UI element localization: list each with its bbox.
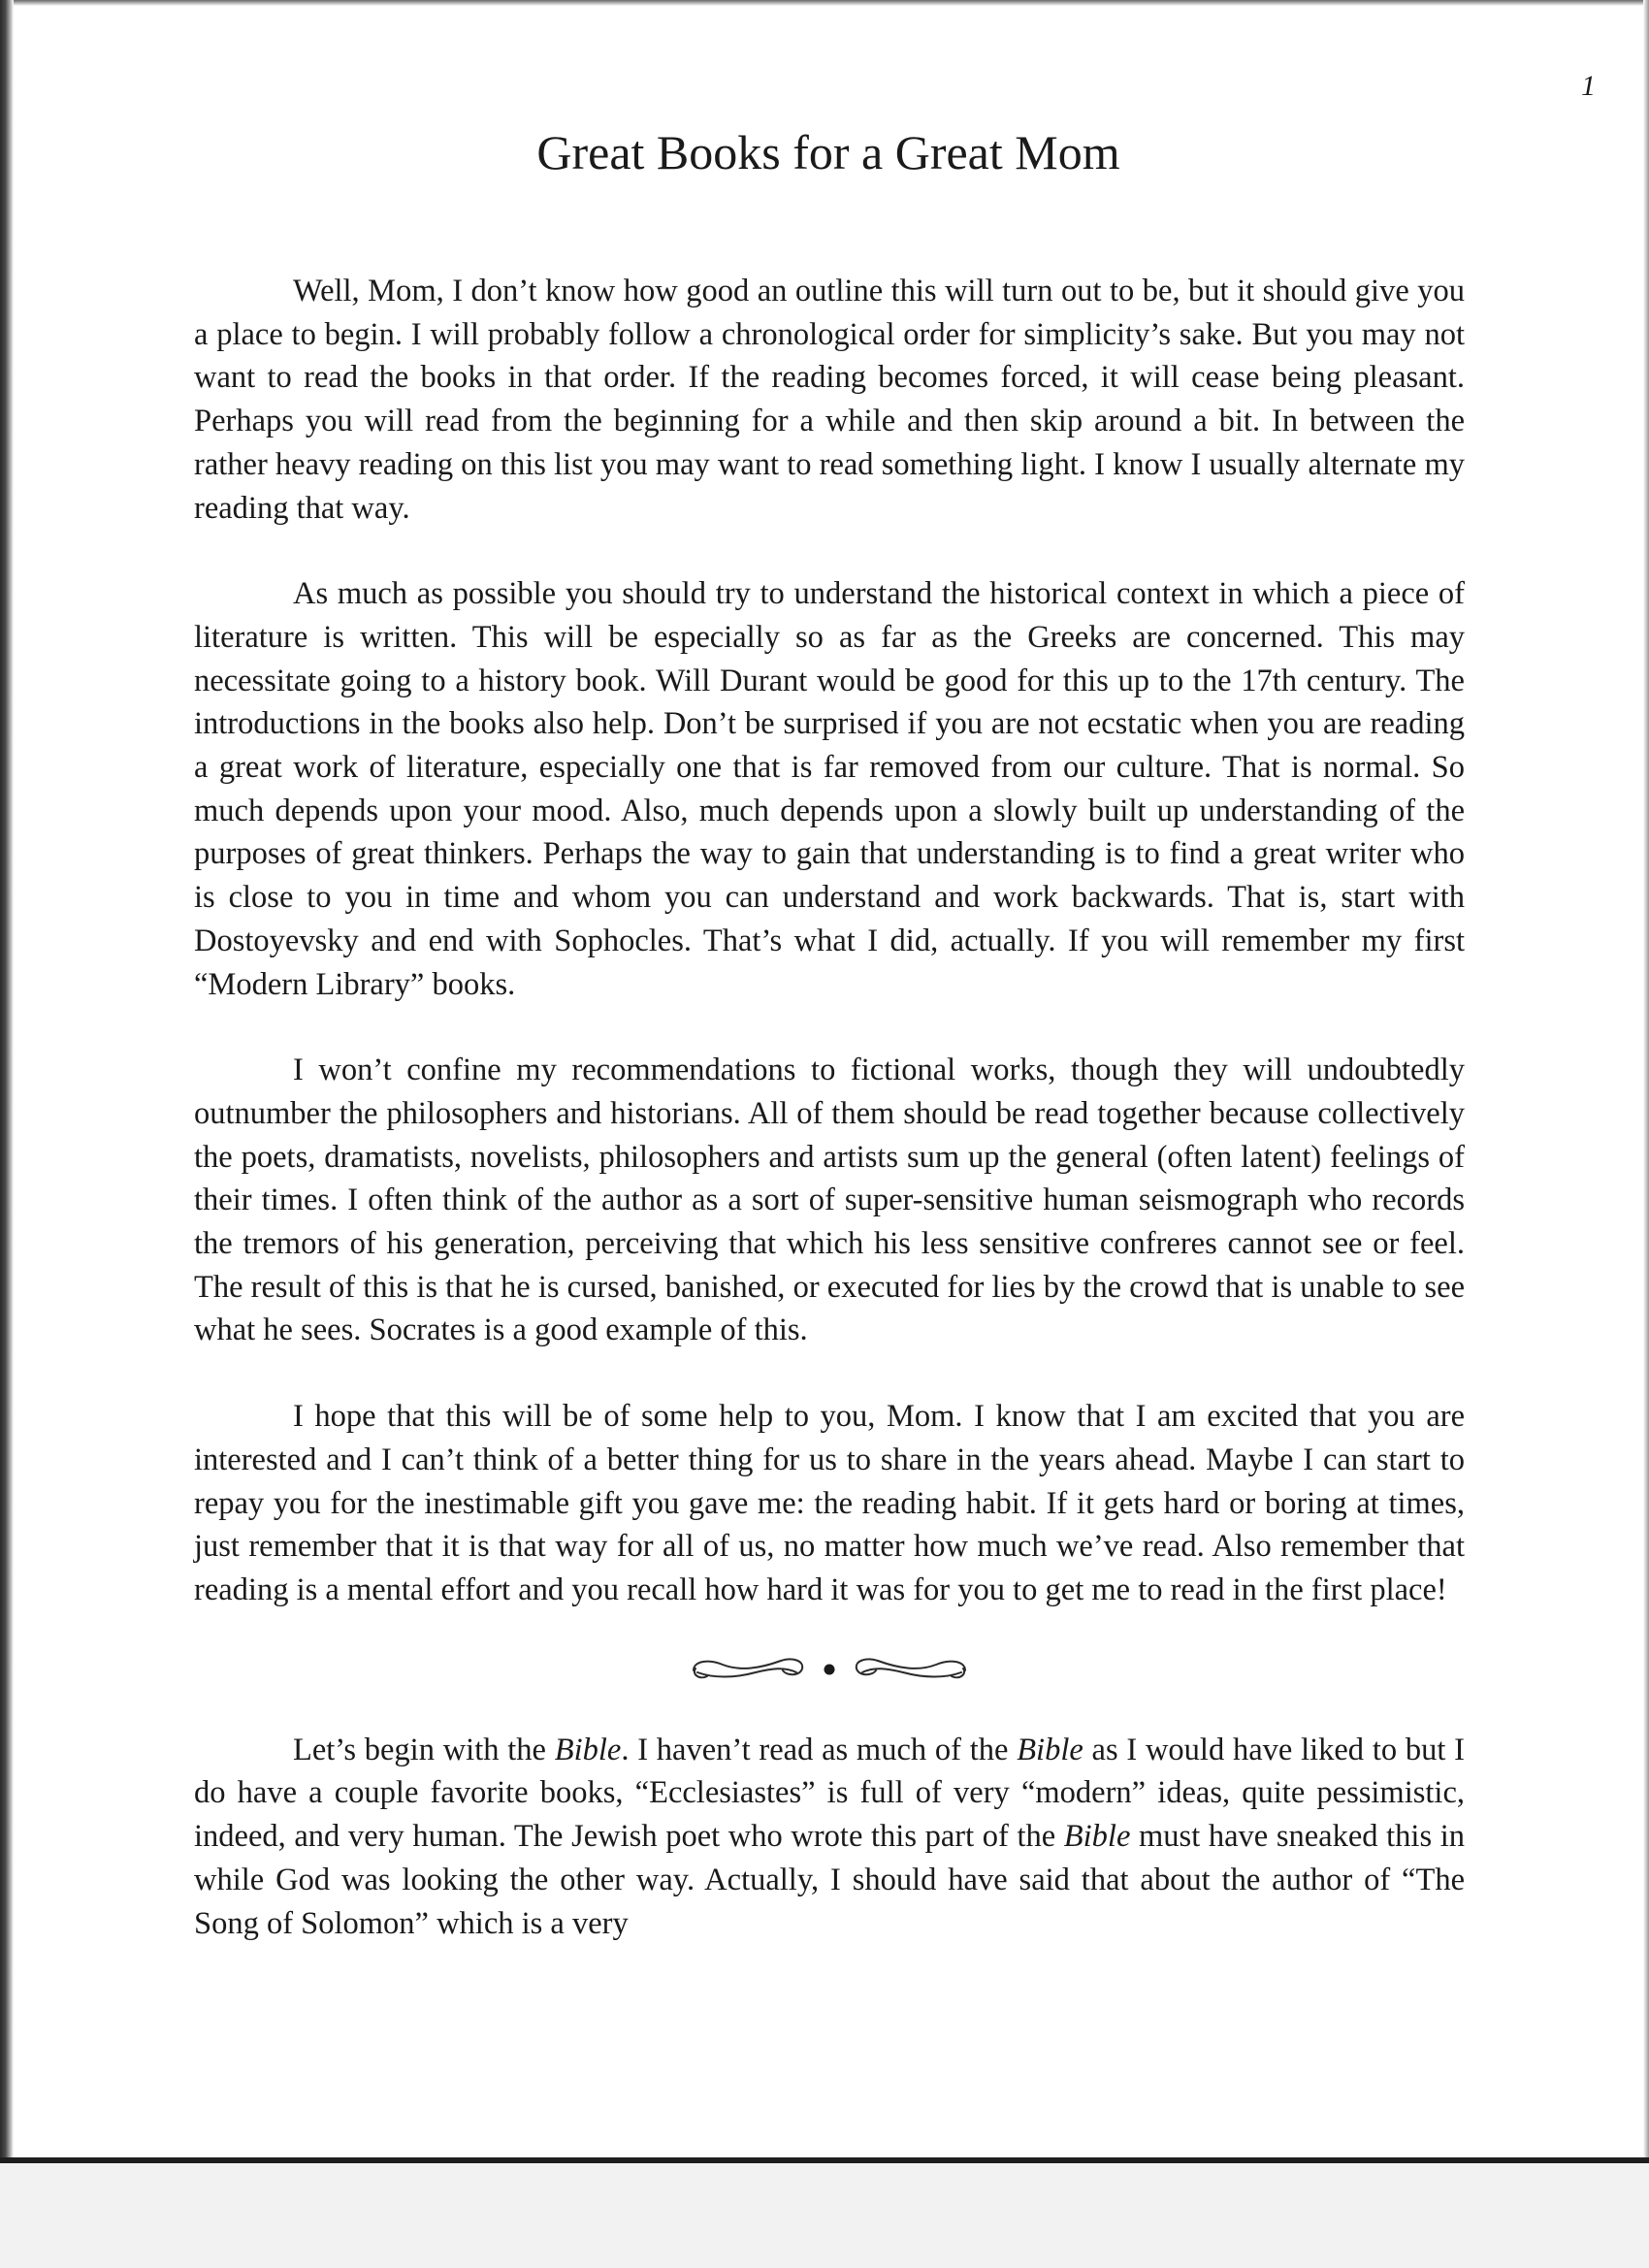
scan-edge-top (0, 0, 1649, 6)
paragraph-historical-context: As much as possible you should try to understand the historical context in which a piece of literature is written. This will be especially so as far as the Greeks are concerned. This may necessitate going to a history book. Will Durant would be good for this up to the 17th century. The introductions in the books also help. Don’t be surprised if you are not ecstatic when you are reading a great work of literature, especially one that is far removed from our culture. That is normal. So much depends upon your mood. Also, much depends upon a slowly built up understanding of the purposes of great thinkers. Perhaps the way to gain that understanding is to find a great writer who is close to you in time and whom you can understand and work backwards. That is, start with Dostoyevsky and end with Sophocles. That’s what I did, actually. If you will remember my first “Modern Library” books. (194, 576, 1465, 1002)
page-title: Great Books for a Great Mom (536, 125, 1120, 179)
paragraph-hope: I hope that this will be of some help to you, Mom. I know that I am excited that you are interested and I can’t think of a better thing for us to share in the years ahead. Maybe I can start to repay you for the inestimable gift you gave me: the reading habit. If it gets hard or boring at times, just remember that it is that way for all of us, no matter how much we’ve read. Also remember that reading is a mental effort and you recall how hard it was for you to get me to read in the first place! (194, 1399, 1465, 1607)
page-number: 1 (1581, 70, 1596, 102)
paragraph-bible (194, 1729, 1465, 1946)
book-title-bible: Bible (554, 1732, 622, 1767)
paragraph-recommendations: I won’t confine my recommendations to fictional works, though they will undoubtedly outnumber the philosophers and historians. All of them should be read together because collectively the poets, dramatists, novelists, philosophers and artists sum up the general (often latent) feelings of their times. I often think of the author as a sort of super-sensitive human seismograph who records the tremors of his generation, perceiving that which his less sensitive confreres cannot see or feel. The result of this is that he is cursed, banished, or executed for lies by the crowd that is unable to see what he sees. Socrates is a good example of this. (194, 1053, 1465, 1348)
text-run: must have sneaked this in while God was looking the other way. Actually, I should have said that about the author of “The Song of Solomon” which is a very (194, 1819, 1466, 1941)
body-text (194, 270, 1465, 1988)
scan-bottom-line (0, 2157, 1649, 2163)
text-run: . I haven’t read as much of the (621, 1732, 1018, 1767)
text-run: Let’s begin with the (293, 1732, 555, 1767)
paragraph-intro: Well, Mom, I don’t know how good an outline this will turn out to be, but it should give you a place to begin. I will probably follow a chronological order for simplicity’s sake. But you may not want to read the books in that order. If the reading becomes forced, it will cease being pleasant. Perhaps you will read from the beginning for a while and then skip around a bit. In between the rather heavy reading on this list you may want to read something light. I know I usually alternate my reading that way. (194, 274, 1465, 526)
scan-edge-left (0, 0, 14, 2163)
book-title-bible: Bible (1063, 1819, 1131, 1855)
text-run: as I would have liked to but I do have a couple favorite books, “Ecclesiastes” is full of very “modern” ideas, quite pessimistic, indeed, and very human. The Jewish poet who wrote this part of the (194, 1732, 1465, 1855)
book-title-bible: Bible (1017, 1732, 1083, 1767)
flourish-divider-icon (684, 1647, 975, 1690)
scan-bottom-band (0, 2159, 1649, 2268)
scan-edge-right (1643, 0, 1649, 2163)
